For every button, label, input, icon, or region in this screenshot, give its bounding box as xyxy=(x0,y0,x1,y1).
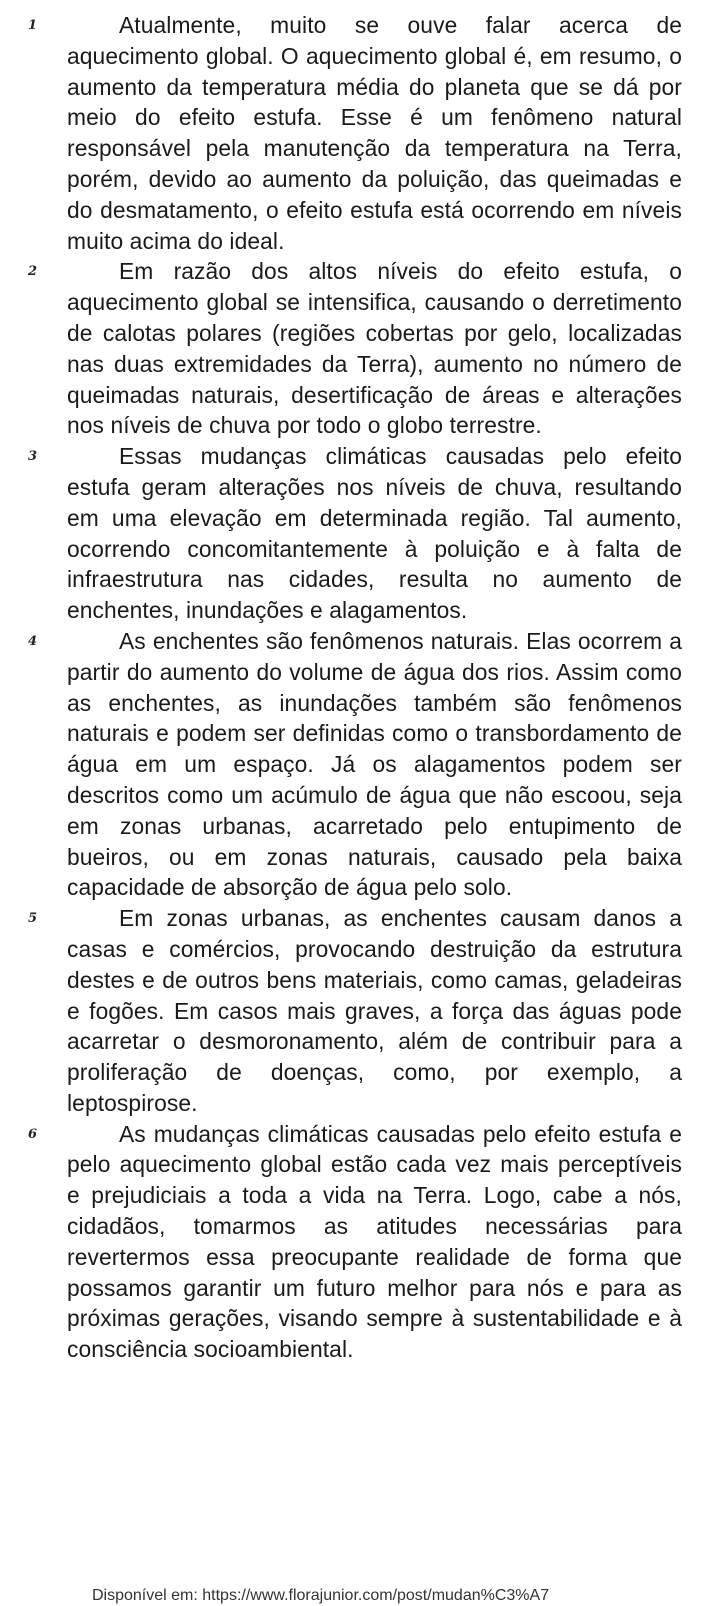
paragraph-number: 2 xyxy=(28,264,38,280)
paragraph xyxy=(0,903,705,1119)
paragraph xyxy=(0,626,705,903)
paragraph-number: 5 xyxy=(28,911,38,927)
paragraph-list xyxy=(0,10,705,1365)
paragraph-text: Em razão dos altos níveis do efeito estufa, o aquecimento global se intensifica, causando o derretimento de calotas polares (regiões cobertas por gelo, localizadas nas duas extremidades da Terra), aumento no número de queimadas naturais, desertificação de áreas e alterações nos níveis de chuva por todo o globo terrestre. xyxy=(67,258,682,439)
paragraph-number: 3 xyxy=(28,449,38,465)
paragraph xyxy=(0,441,705,626)
source-citation: Disponível em: https://www.florajunior.com/post/mudan%C3%A7 xyxy=(92,1587,550,1604)
paragraph-number: 4 xyxy=(28,633,38,649)
paragraph xyxy=(0,1119,705,1365)
paragraph-number: 6 xyxy=(28,1126,38,1142)
paragraph-text: Essas mudanças climáticas causadas pelo efeito estufa geram alterações nos níveis de chuva, resultando em uma elevação em determinada região. Tal aumento, ocorrendo concomitantemente à poluição e à falta de infraestrutura nas cidades, resulta no aumento de enchentes, inundações e alagamentos. xyxy=(67,443,682,624)
paragraph-text: As enchentes são fenômenos naturais. Elas ocorrem a partir do aumento do volume de água dos rios. Assim como as enchentes, as inundações também são fenômenos naturais e podem ser definidas como o transbordamento de água em um espaço. Já os alagamentos podem ser descritos como um acúmulo de água que não escoou, seja em zonas urbanas, acarretado pelo entupimento de bueiros, ou em zonas naturais, causado pela baixa capacidade de absorção de água pelo solo. xyxy=(67,627,682,901)
paragraph xyxy=(0,10,705,256)
paragraph-number: 1 xyxy=(28,18,38,33)
paragraph xyxy=(0,256,705,441)
paragraph-text: Em zonas urbanas, as enchentes causam danos a casas e comércios, provocando destruição da estrutura destes e de outros bens materiais, como camas, geladeiras e fogões. Em casos mais graves, a força das águas pode acarretar o desmoronamento, além de contribuir para a proliferação de doenças, como, por exemplo, a leptospirose. xyxy=(67,905,682,1116)
paragraph-text: As mudanças climáticas causadas pelo efeito estufa e pelo aquecimento global estão cada vez mais perceptíveis e prejudiciais a toda a vida na Terra. Logo, cabe a nós, cidadãos, tomarmos as atitudes necessárias para revertermos essa preocupante realidade de forma que possamos garantir um futuro melhor para nós e para as próximas gerações, visando sempre à sustentabilidade e à consciência socioambiental. xyxy=(67,1120,682,1363)
paragraph-text: Atualmente, muito se ouve falar acerca de aquecimento global. O aquecimento global é, em resumo, o aumento da temperatura média do planeta que se dá por meio do efeito estufa. Esse é um fenômeno natural responsável pela manutenção da temperatura na Terra, porém, devido ao aumento da poluição, das queimadas e do desmatamento, o efeito estufa está ocorrendo em níveis muito acima do ideal. xyxy=(67,12,682,254)
